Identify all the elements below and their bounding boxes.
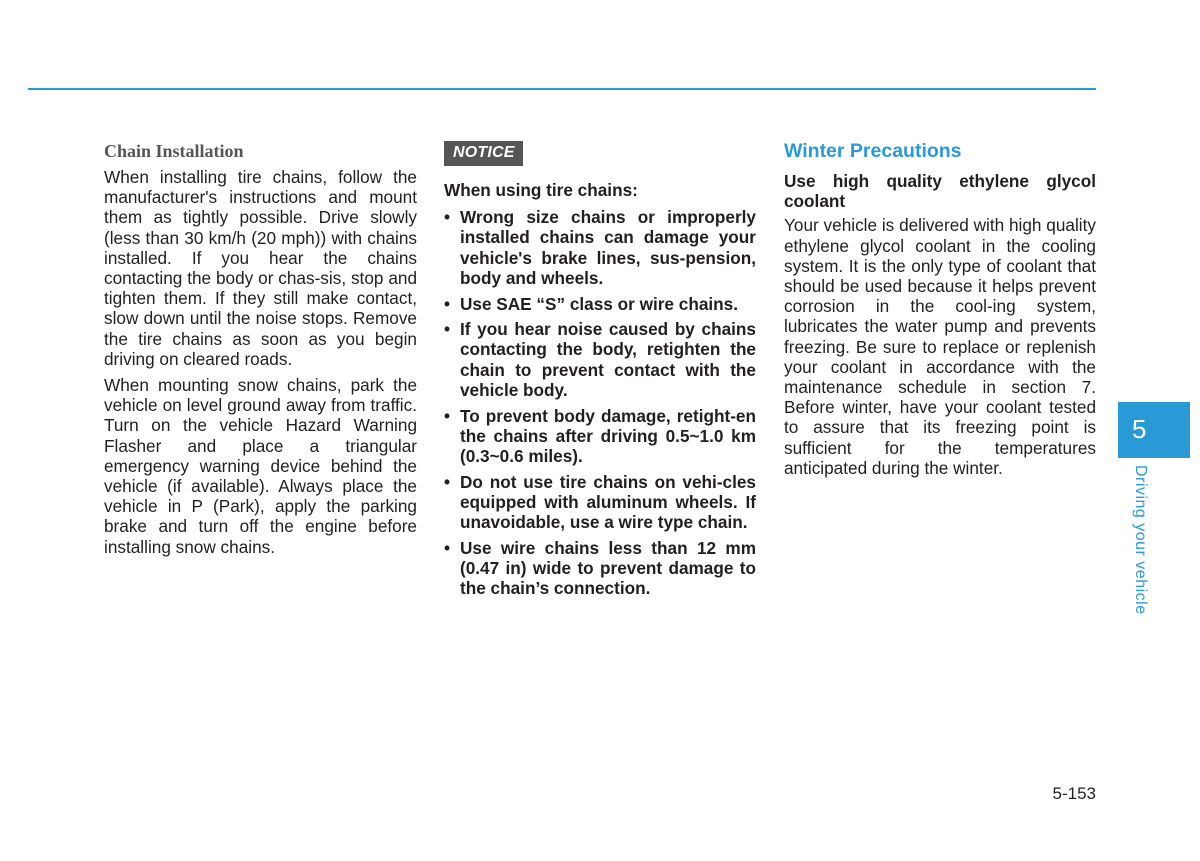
notice-item-text: To prevent body damage, retight-en the chains after driving 0.5~1.0 km (0.3~0.6 miles). <box>460 405 756 466</box>
chain-installation-paragraph-1: When installing tire chains, follow the manufacturer's instructions and mount them as tightly possible. Drive slowly (less than 30 km/h (20 mph)) with chains installed. If you hear the chains contacting the body or chas-sis, stop and tighten them. If they still make contact, slow down until the noise stops. Remove the tire chains as soon as you begin driving on cleared roads. <box>104 167 417 369</box>
notice-item <box>444 538 756 599</box>
header-rule <box>28 88 1096 90</box>
bullet-icon: • <box>444 319 451 340</box>
bullet-icon: • <box>444 405 451 426</box>
chapter-title: Driving your vehicle <box>1132 465 1149 615</box>
page-number: 5-153 <box>1052 784 1096 803</box>
notice-item <box>444 207 756 288</box>
notice-item-text: Use SAE “S” class or wire chains. <box>460 293 738 314</box>
coolant-paragraph: Your vehicle is delivered with high quality ethylene glycol coolant in the cooling system. It is the only type of coolant that should be used because it helps prevent corrosion in the cool-ing system, lubricates the water pump and prevents freezing. Be sure to replace or replenish your coolant in accordance with the maintenance schedule in section 7. Before winter, have your coolant tested to assure that its freezing point is sufficient for the temperatures anticipated during the winter. <box>784 215 1096 478</box>
notice-item-text: Do not use tire chains on vehi-cles equipped with aluminum wheels. If unavoidable, use a wire type chain. <box>460 471 756 533</box>
left-column <box>104 138 417 563</box>
notice-item-text: If you hear noise caused by chains contacting the body, retighten the chain to prevent contact with the vehicle body. <box>460 319 756 400</box>
chain-installation-paragraph-2: When mounting snow chains, park the vehicle on level ground away from traffic. Turn on the vehicle Hazard Warning Flasher and place a triangular emergency warning device behind the vehicle (if available). Always place the vehicle in P (Park), apply the parking brake and turn off the engine before installing snow chains. <box>104 375 417 557</box>
notice-item <box>444 406 756 467</box>
notice-item-text: Use wire chains less than 12 mm (0.47 in) wide to prevent damage to the chain’s connection. <box>460 537 756 599</box>
notice-lead: When using tire chains: <box>444 180 638 200</box>
bullet-icon: • <box>444 207 451 228</box>
notice-item <box>444 319 756 400</box>
notice-item <box>444 472 756 533</box>
bullet-icon: • <box>444 471 451 492</box>
notice-item <box>444 294 756 314</box>
chapter-number: 5 <box>1132 414 1147 444</box>
coolant-subheading: Use high quality ethylene glycol coolant <box>784 171 1096 212</box>
bullet-icon: • <box>444 537 451 558</box>
notice-list <box>444 207 756 598</box>
winter-precautions-heading: Winter Precautions <box>784 140 962 162</box>
chain-installation-heading: Chain Installation <box>104 141 244 161</box>
bullet-icon: • <box>444 293 451 314</box>
notice-column <box>444 138 756 604</box>
notice-badge: NOTICE <box>444 141 523 166</box>
winter-precautions-column <box>784 138 1096 484</box>
notice-item-text: Wrong size chains or improperly installed chains can damage your vehicle's brake lines, sus-pension, body and wheels. <box>460 207 756 288</box>
chapter-tab <box>1118 402 1190 458</box>
